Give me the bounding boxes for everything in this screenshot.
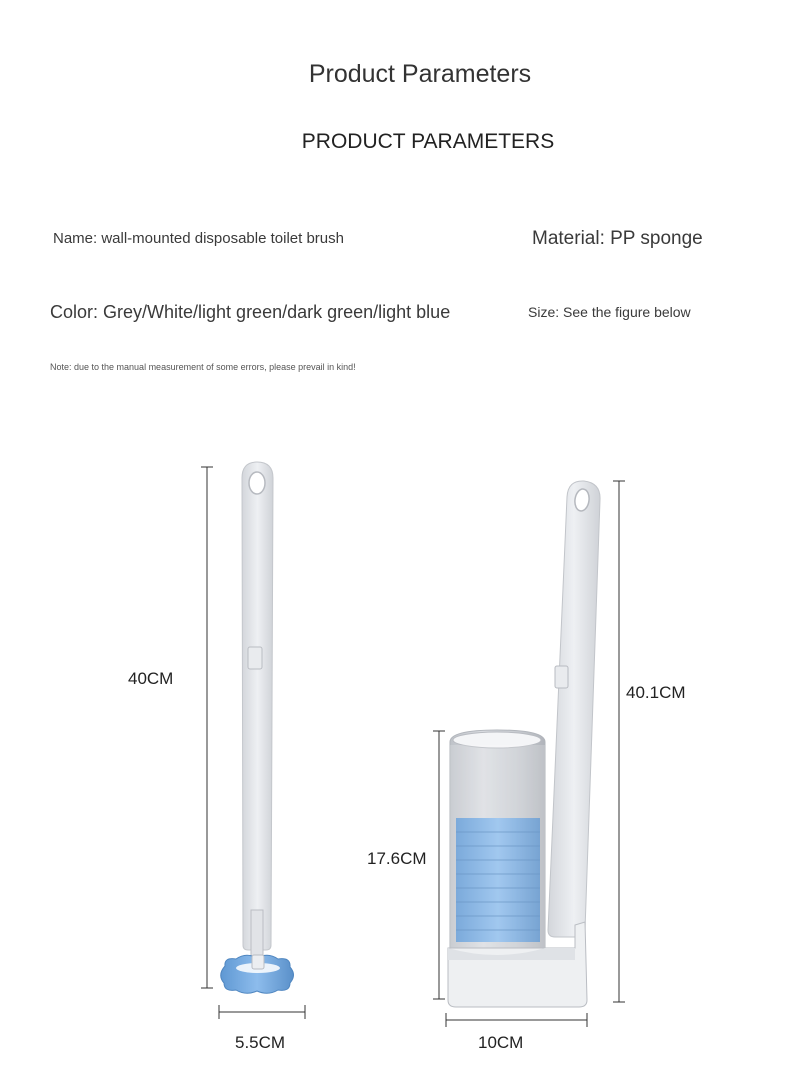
dimension-line-holder-width <box>446 1013 587 1027</box>
release-button <box>555 666 568 688</box>
holder-handle <box>548 481 600 937</box>
brush-height-label: 40CM <box>128 669 174 688</box>
dimension-line-brush-width <box>219 1005 305 1019</box>
sponge-head <box>221 955 294 993</box>
holder-set-illustration <box>433 481 625 1027</box>
dimension-line-container-height <box>433 731 445 999</box>
brush-handle <box>242 462 273 950</box>
param-material: Material: PP sponge <box>532 228 703 249</box>
hanging-hole-icon <box>249 472 265 494</box>
holder-width-label: 10CM <box>478 1033 524 1052</box>
brush-illustration <box>201 462 305 1019</box>
param-name: Name: wall-mounted disposable toilet brush <box>53 230 344 247</box>
dimension-line-brush-height <box>201 467 213 988</box>
release-button <box>248 647 262 669</box>
page-title: Product Parameters <box>308 60 532 88</box>
dimension-line-holder-height <box>613 481 625 1002</box>
container-height-label: 17.6CM <box>367 849 427 868</box>
page-subtitle: PRODUCT PARAMETERS <box>301 130 555 153</box>
param-color: Color: Grey/White/light green/dark green/light blue <box>50 302 451 322</box>
param-size: Size: See the figure below <box>528 304 691 320</box>
brush-width-label: 5.5CM <box>235 1033 286 1052</box>
measurement-note: Note: due to the manual measurement of some errors, please prevail in kind! <box>50 362 356 372</box>
holder-height-label: 40.1CM <box>626 683 686 702</box>
